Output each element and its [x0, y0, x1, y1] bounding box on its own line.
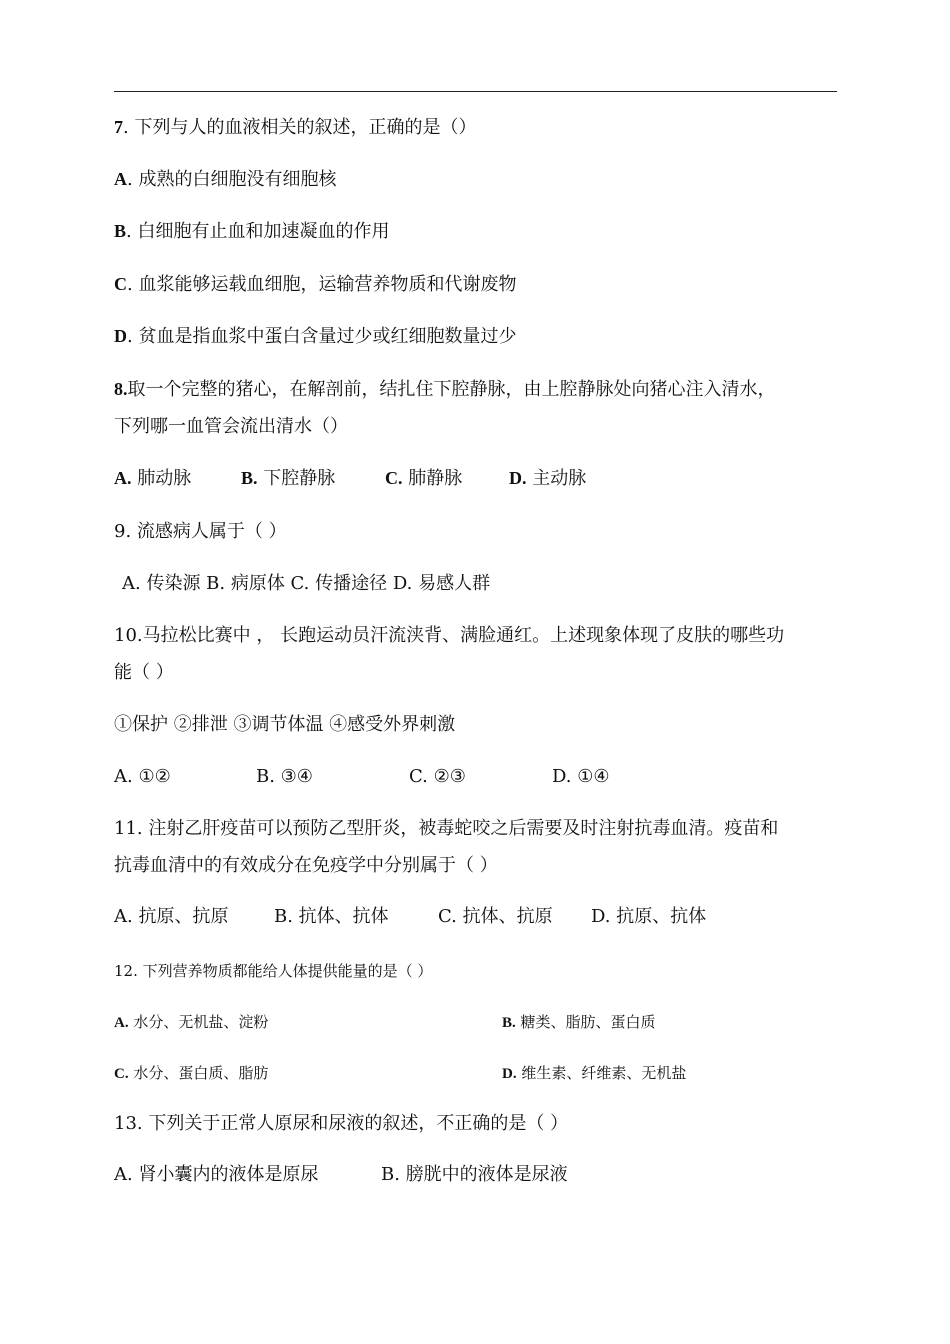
- q13-option-b[interactable]: B. 膀胱中的液体是尿液: [381, 1164, 568, 1185]
- q11-option-d[interactable]: D. 抗原、抗体: [591, 906, 707, 927]
- header-rule: [114, 91, 837, 92]
- q10-items: ①保护 ②排泄 ③调节体温 ④感受外界刺激: [114, 714, 456, 735]
- q12-option-d[interactable]: D. 维生素、纤维素、无机盐: [502, 1064, 687, 1082]
- q10-stem-line2: 能（ ）: [114, 662, 174, 683]
- q12-stem: 12. 下列营养物质都能给人体提供能量的是（ ）: [114, 962, 433, 980]
- q12-option-a[interactable]: A. 水分、无机盐、淀粉: [114, 1013, 269, 1031]
- q9-stem: 9. 流感病人属于（ ）: [114, 521, 287, 542]
- q8-option-b[interactable]: B. 下腔静脉: [241, 468, 336, 489]
- q11-option-c[interactable]: C. 抗体、抗原: [438, 906, 553, 927]
- q10-option-c[interactable]: C. ②③: [409, 766, 466, 787]
- q12-option-c[interactable]: C. 水分、蛋白质、脂肪: [114, 1064, 269, 1082]
- q7-option-d[interactable]: D. 贫血是指血浆中蛋白含量过少或红细胞数量过少: [114, 326, 517, 347]
- q7-option-c[interactable]: C. 血浆能够运载血细胞，运输营养物质和代谢废物: [114, 274, 517, 295]
- q11-option-a[interactable]: A. 抗原、抗原: [114, 906, 229, 927]
- q10-option-a[interactable]: A. ①②: [114, 766, 171, 787]
- q8-stem-line2: 下列哪一血管会流出清水（）: [114, 416, 348, 437]
- q10-stem-line1: 10.马拉松比赛中 ， 长跑运动员汗流浃背、满脸通红。上述现象体现了皮肤的哪些功: [114, 625, 785, 646]
- q10-option-d[interactable]: D. ①④: [552, 766, 610, 787]
- q12-option-b[interactable]: B. 糖类、脂肪、蛋白质: [502, 1013, 656, 1031]
- q8-number: 8.: [114, 379, 128, 399]
- q7-stem: 7. 下列与人的血液相关的叙述，正确的是（）: [114, 117, 477, 138]
- q13-option-a[interactable]: A. 肾小囊内的液体是原尿: [114, 1164, 319, 1185]
- q11-stem-line2: 抗毒血清中的有效成分在免疫学中分别属于（ ）: [114, 855, 498, 876]
- q11-stem-line1: 11. 注射乙肝疫苗可以预防乙型肝炎，被毒蛇咬之后需要及时注射抗毒血清。疫苗和: [114, 818, 779, 839]
- q7-option-b[interactable]: B. 白细胞有止血和加速凝血的作用: [114, 221, 390, 242]
- q7-option-a[interactable]: A. 成熟的白细胞没有细胞核: [114, 169, 337, 190]
- q8-stem-line1: 8.取一个完整的猪心，在解剖前，结扎住下腔静脉，由上腔静脉处向猪心注入清水，: [114, 379, 776, 400]
- q7-number: 7: [114, 117, 123, 137]
- q8-option-a[interactable]: A. 肺动脉: [114, 468, 192, 489]
- q8-option-c[interactable]: C. 肺静脉: [385, 468, 463, 489]
- q8-option-d[interactable]: D. 主动脉: [509, 468, 587, 489]
- q11-option-b[interactable]: B. 抗体、抗体: [274, 906, 389, 927]
- q9-options[interactable]: A. 传染源 B. 病原体 C. 传播途径 D. 易感人群: [122, 573, 491, 594]
- q10-option-b[interactable]: B. ③④: [256, 766, 313, 787]
- q13-stem: 13. 下列关于正常人原尿和尿液的叙述，不正确的是（ ）: [114, 1113, 569, 1134]
